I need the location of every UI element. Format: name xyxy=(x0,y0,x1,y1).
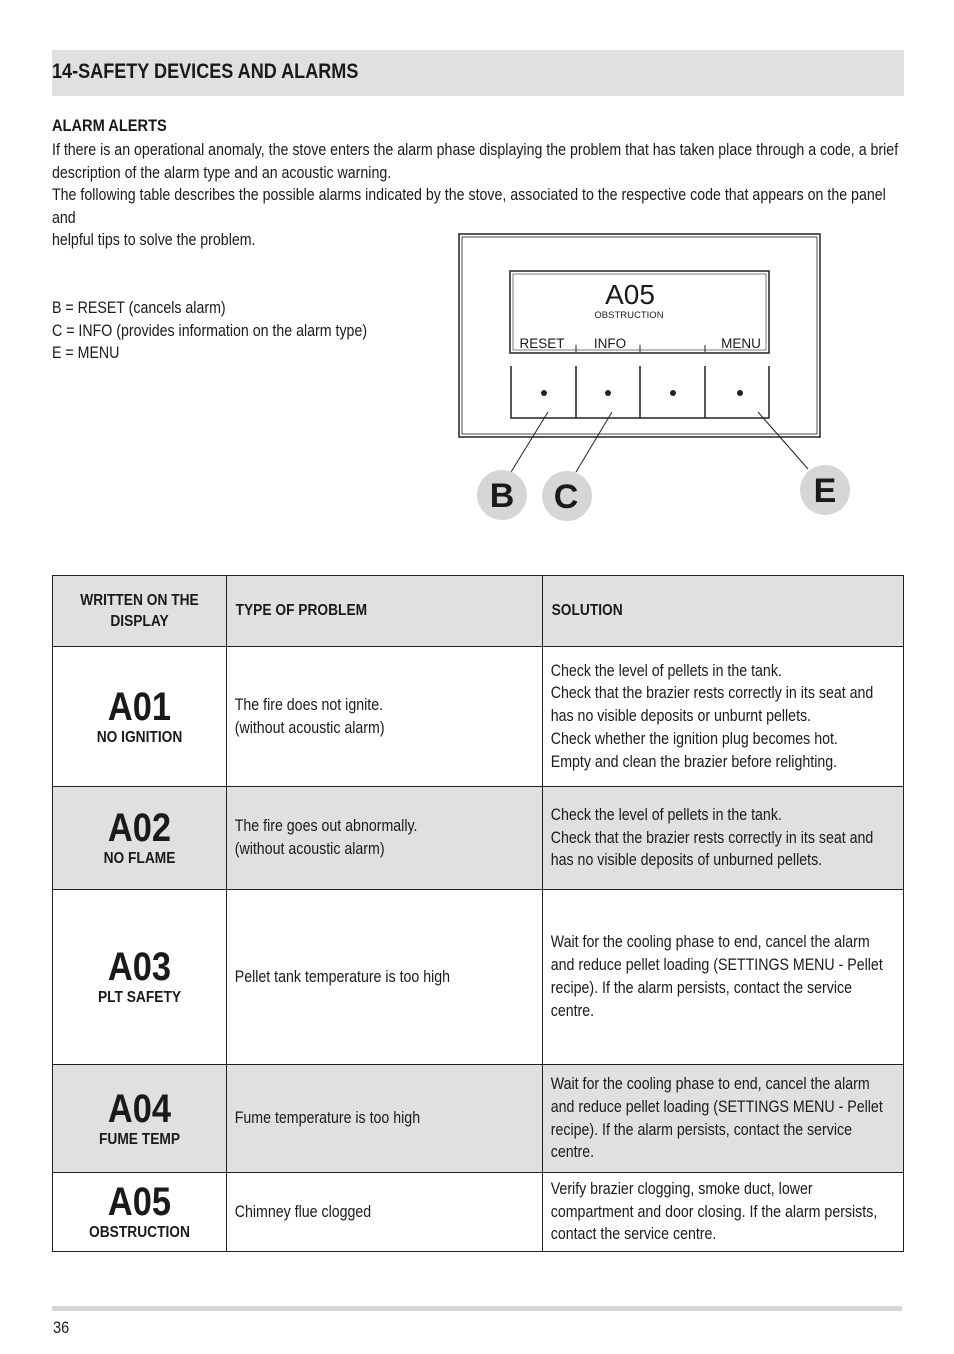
solution-line: recipe). If the alarm persists, contact the service xyxy=(550,979,853,997)
header-solution: SOLUTION xyxy=(543,576,904,647)
solution-line: and reduce pellet loading (SETTINGS MENU - Pellet xyxy=(550,956,883,975)
problem-line: Fume temperature is too high xyxy=(234,1109,421,1128)
page-number: 36 xyxy=(53,1318,70,1337)
legend-reset: B = RESET (cancels alarm) xyxy=(52,299,226,317)
problem-cell xyxy=(227,787,543,890)
lcd-alarm-description: OBSTRUCTION xyxy=(594,310,664,321)
solution-line: Check the level of pellets in the tank. xyxy=(550,661,782,680)
solution-line: Check that the brazier rests correctly in its seat and xyxy=(550,828,874,847)
legend-menu: E = MENU xyxy=(52,344,120,362)
table-row xyxy=(53,1173,904,1252)
unused-button[interactable] xyxy=(670,390,676,396)
control-panel-diagram xyxy=(0,0,954,540)
problem-line: Pellet tank temperature is too high xyxy=(234,967,451,986)
solution-line: Wait for the cooling phase to end, cancel the alarm xyxy=(550,1074,870,1093)
alarm-code-cell xyxy=(53,1065,227,1173)
alarm-code: A02 xyxy=(107,806,172,850)
alarm-code: A01 xyxy=(107,684,172,729)
problem-line: (without acoustic alarm) xyxy=(234,840,385,858)
callout-c-label: C xyxy=(553,478,579,516)
intro-line: The following table describes the possible alarms indicated by the stove, associated to the respective code that appears on the panel and xyxy=(52,186,886,227)
alarm-table xyxy=(52,575,904,1252)
footer-divider xyxy=(52,1306,902,1311)
alarm-alerts-title: ALARM ALERTS xyxy=(52,116,167,135)
alarm-code: A05 xyxy=(107,1180,172,1224)
table-header-row xyxy=(53,576,904,647)
alarm-code: A04 xyxy=(107,1086,172,1131)
problem-cell xyxy=(227,647,543,787)
lcd-softkey-info: INFO xyxy=(593,336,627,351)
problem-cell xyxy=(227,890,543,1065)
solution-line: recipe). If the alarm persists, contact the service xyxy=(550,1120,853,1139)
alarm-code: A03 xyxy=(107,945,172,989)
solution-line: Wait for the cooling phase to end, cancel the alarm xyxy=(550,933,870,952)
alarm-label: PLT SAFETY xyxy=(97,989,182,1006)
solution-line: compartment and door closing. If the alarm persists, xyxy=(550,1202,878,1221)
solution-line: centre. xyxy=(550,1143,595,1162)
table-row xyxy=(53,1065,904,1173)
solution-cell xyxy=(543,787,904,890)
section-title: 14-SAFETY DEVICES AND ALARMS xyxy=(52,60,359,83)
header-display xyxy=(53,576,227,647)
intro-line: If there is an operational anomaly, the stove enters the alarm phase displaying the problem that has taken place through a code, a brief xyxy=(52,141,899,159)
legend-info: C = INFO (provides information on the alarm type) xyxy=(52,321,368,340)
solution-line: contact the service centre. xyxy=(550,1225,717,1244)
intro-line: helpful tips to solve the problem. xyxy=(52,231,256,249)
intro-line: description of the alarm type and an acoustic warning. xyxy=(52,163,392,182)
solution-cell xyxy=(543,647,904,787)
problem-line: The fire does not ignite. xyxy=(234,695,384,714)
solution-line: has no visible deposits of unburned pellets. xyxy=(550,851,823,870)
header-problem: TYPE OF PROBLEM xyxy=(227,576,543,647)
alarm-code-cell xyxy=(53,787,227,890)
lcd-alarm-code: A05 xyxy=(605,279,655,310)
lcd-softkey-menu: MENU xyxy=(721,336,761,351)
menu-button[interactable] xyxy=(737,390,743,396)
callout-b-label: B xyxy=(489,477,515,515)
info-button[interactable] xyxy=(605,390,611,396)
alarm-label: FUME TEMP xyxy=(98,1130,181,1148)
problem-cell xyxy=(227,1065,543,1173)
reset-button[interactable] xyxy=(541,390,547,396)
solution-line: centre. xyxy=(550,1001,595,1020)
table-row xyxy=(53,890,904,1065)
solution-line: Empty and clean the brazier before relighting. xyxy=(550,752,838,771)
solution-cell xyxy=(543,1173,904,1252)
solution-cell xyxy=(543,1065,904,1173)
solution-line: Check whether the ignition plug becomes hot. xyxy=(550,729,838,748)
header-display-line: DISPLAY xyxy=(110,613,169,630)
callout-e-label: E xyxy=(813,472,837,510)
solution-line: has no visible deposits or unburnt pellets. xyxy=(550,707,812,726)
alarm-code-cell xyxy=(53,1173,227,1252)
lcd-softkey-reset: RESET xyxy=(519,336,565,351)
problem-line: Chimney flue clogged xyxy=(234,1202,372,1221)
solution-line: Check that the brazier rests correctly in its seat and xyxy=(550,684,874,703)
problem-cell xyxy=(227,1173,543,1252)
table-row xyxy=(53,787,904,890)
alarm-code-cell xyxy=(53,647,227,787)
solution-line: and reduce pellet loading (SETTINGS MENU - Pellet xyxy=(550,1097,883,1116)
alarm-label: NO FLAME xyxy=(103,850,176,867)
table-row xyxy=(53,647,904,787)
alarm-label: NO IGNITION xyxy=(96,728,183,746)
alarm-label: OBSTRUCTION xyxy=(89,1224,190,1241)
alarm-code-cell xyxy=(53,890,227,1065)
lcd-display xyxy=(510,271,769,353)
solution-line: Verify brazier clogging, smoke duct, lower xyxy=(550,1179,813,1198)
header-display-line: WRITTEN ON THE xyxy=(80,592,199,609)
problem-line: The fire goes out abnormally. xyxy=(234,817,418,836)
solution-line: Check the level of pellets in the tank. xyxy=(550,805,782,824)
solution-cell xyxy=(543,890,904,1065)
problem-line: (without acoustic alarm) xyxy=(234,718,385,737)
